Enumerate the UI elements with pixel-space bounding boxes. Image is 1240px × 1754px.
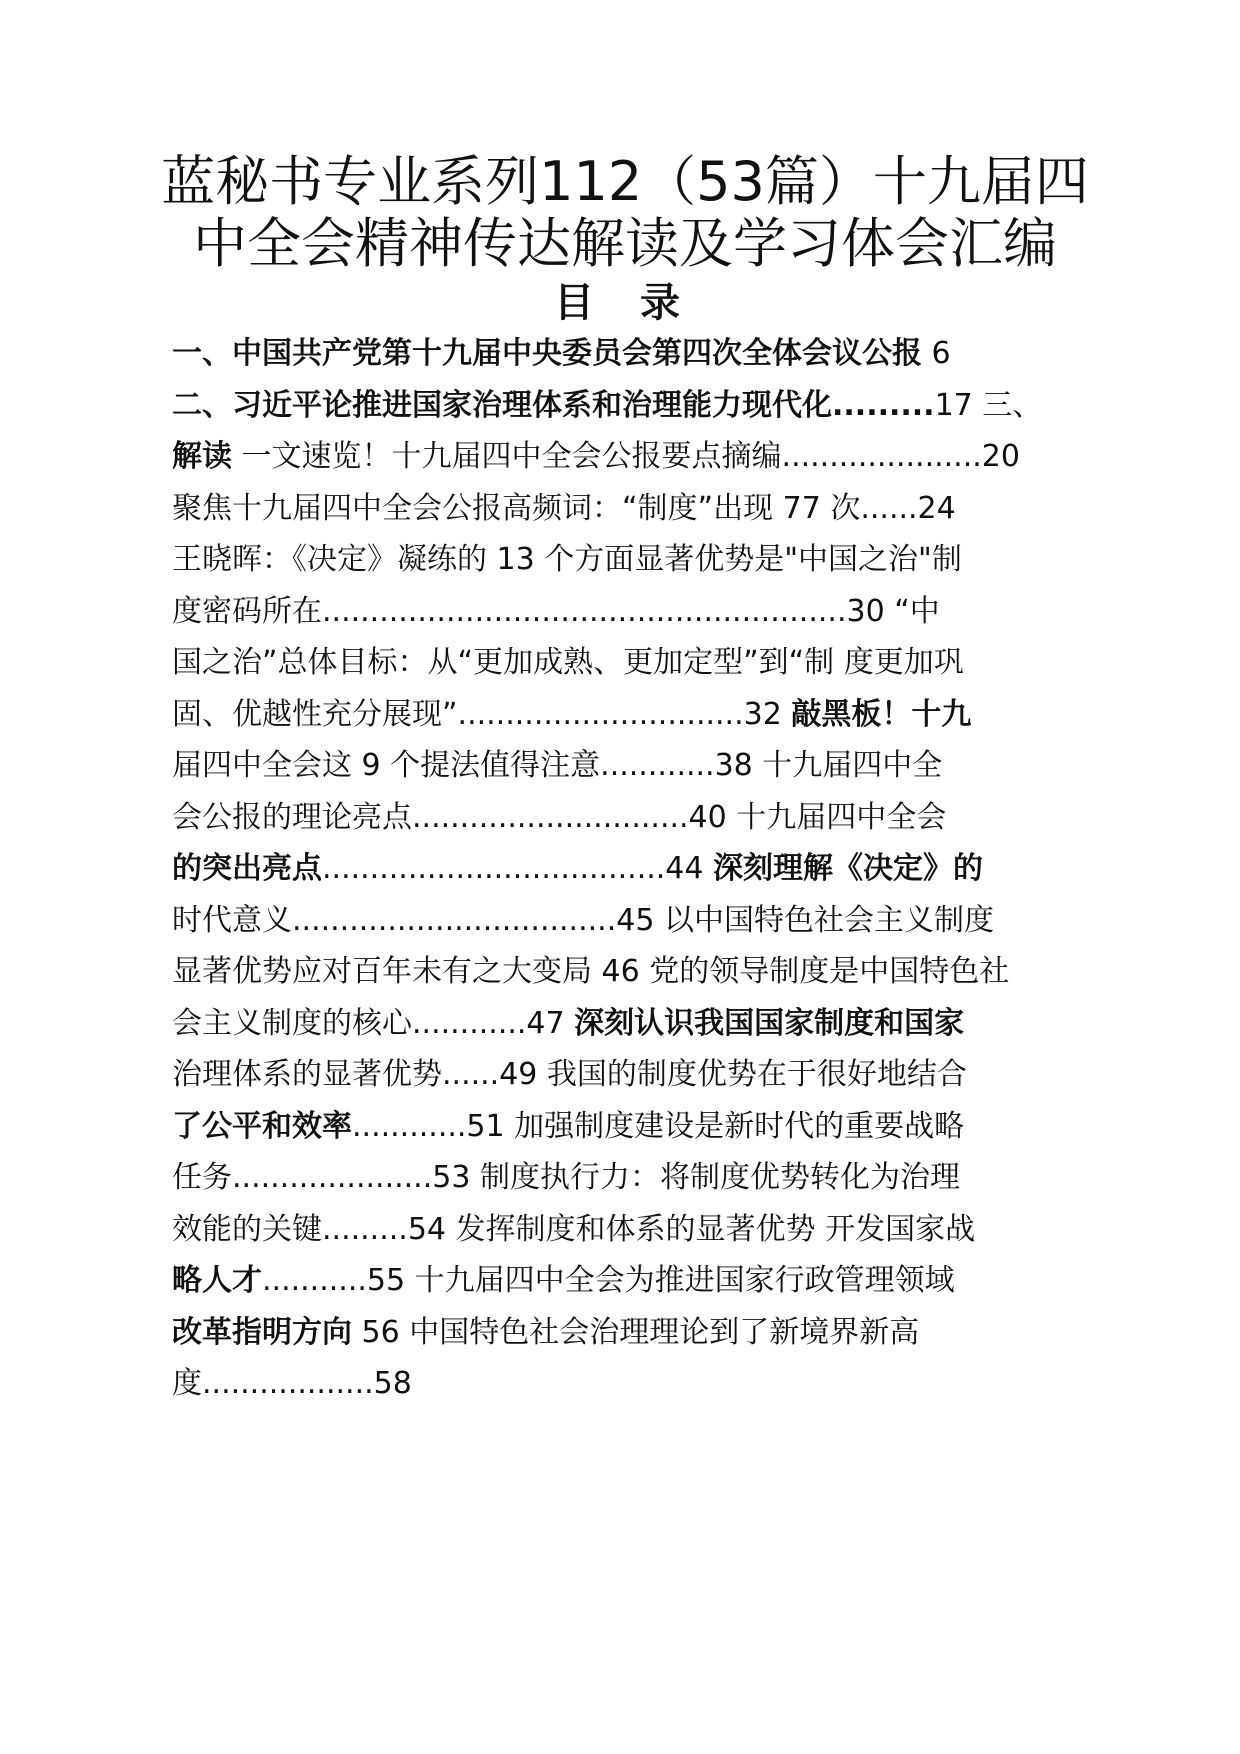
toc-line [172, 740, 1092, 792]
toc-text: 效能的关键.........54 发挥制度和体系的显著优势 开发国家战 [172, 1211, 976, 1247]
toc-line [172, 1101, 1092, 1153]
toc-line [172, 1255, 1092, 1307]
toc-line [172, 792, 1092, 844]
toc-line [172, 586, 1092, 638]
toc-text: ............51 加强制度建设是新时代的重要战略 [352, 1108, 965, 1144]
toc-text: 显著优势应对百年未有之大变局 46 党的领导制度是中国特色社 [172, 954, 1010, 989]
toc-text: 会主义制度的核心............47 [172, 1005, 575, 1041]
toc-line [172, 998, 1092, 1050]
toc-line [172, 895, 1092, 947]
toc-line [172, 637, 1092, 689]
toc-text: 国之治”总体目标：从“更加成熟、更加定型”到“制 度更加巩 [172, 645, 964, 680]
toc-text: 治理体系的显著优势......49 我国的制度优势在于很好地结合 [172, 1057, 967, 1092]
toc-text: ....................................44 [322, 851, 714, 886]
toc-text: 解读 [172, 439, 232, 474]
toc-text: 会公报的理论亮点.............................40 十九届四中全会 [172, 799, 947, 835]
toc-text: 6 [922, 336, 951, 371]
toc-line [172, 843, 1092, 895]
toc-line [172, 946, 1092, 998]
toc-text: 17 三、 [934, 387, 1043, 423]
toc-line [172, 483, 1092, 535]
toc-text: 王晓晖：《决定》凝练的 13 个方面显著优势是"中国之治"制 [172, 542, 962, 577]
toc-text: 度密码所在.......................................................30 “中 [172, 593, 940, 629]
toc-text: ...........55 十九届四中全会为推进国家行政管理领域 [262, 1263, 955, 1298]
document-title-line-1: 蓝秘书专业系列112（53篇）十九届四 [161, 150, 1089, 213]
toc-text: 一文速览！十九届四中全会公报要点摘编.....................20 [232, 439, 1020, 474]
toc-text: 敲黑板！十九 [791, 696, 972, 732]
toc-line [172, 1307, 1092, 1359]
toc-text: 深刻理解《决定》的 [713, 851, 984, 886]
toc-text: 略人才 [172, 1263, 262, 1298]
document-title-line-2: 中全会精神传达解读及学习体会汇编 [193, 212, 1057, 275]
toc-line [172, 431, 1092, 483]
table-of-contents [172, 328, 1092, 1410]
toc-text: 届四中全会这 9 个提法值得注意............38 十九届四中全 [172, 748, 943, 783]
toc-text: 的突出亮点 [172, 851, 322, 886]
toc-line [172, 689, 1092, 741]
toc-line [172, 1358, 1092, 1410]
toc-text: 任务.....................53 制度执行力：将制度优势转化为治理 [172, 1160, 960, 1195]
toc-line [172, 534, 1092, 586]
toc-text: 一、中国共产党第十九届中央委员会第四次全体会议公报 [172, 336, 922, 371]
toc-line [172, 328, 1092, 380]
toc-line [172, 1204, 1092, 1256]
toc-line [172, 1049, 1092, 1101]
toc-text: 二、习近平论推进国家治理体系和治理能力现代化......... [172, 387, 935, 423]
toc-text: 了公平和效率 [172, 1108, 352, 1144]
toc-heading: 目 录 [554, 280, 696, 326]
toc-text: 改革指明方向 [172, 1314, 352, 1350]
toc-text: 56 中国特色社会治理理论到了新境界新高 [352, 1314, 920, 1350]
toc-text: 固、优越性充分展现”..............................32 [172, 696, 792, 732]
toc-line [172, 380, 1092, 432]
toc-line [172, 1152, 1092, 1204]
toc-text: 深刻认识我国国家制度和国家 [574, 1005, 965, 1041]
toc-text: 度..................58 [172, 1366, 412, 1401]
toc-text: 聚焦十九届四中全会公报高频词：“制度”出现 77 次......24 [172, 490, 956, 526]
toc-text: 时代意义..................................45 以中国特色社会主义制度 [172, 902, 994, 938]
